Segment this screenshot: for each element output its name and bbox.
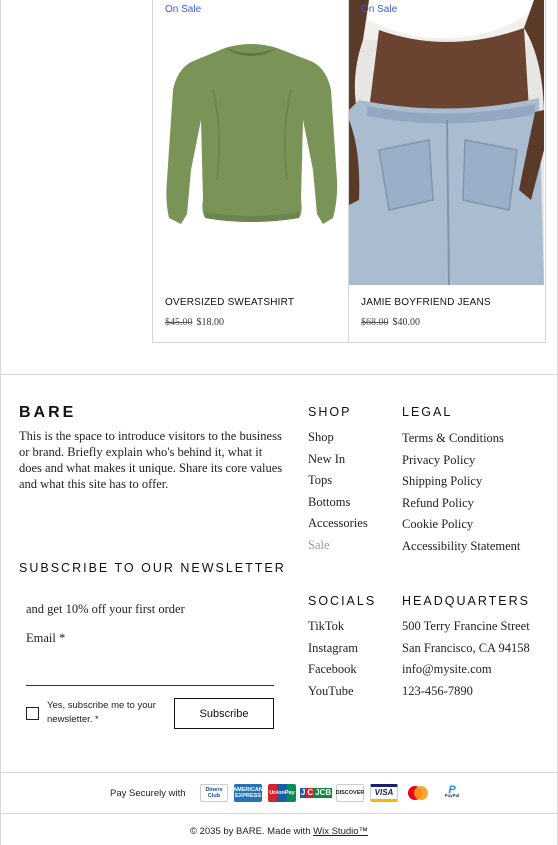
newsletter-subtitle: and get 10% off your first order — [26, 602, 185, 616]
product-name[interactable]: JAMIE BOYFRIEND JEANS — [361, 297, 491, 308]
product-card[interactable] — [349, 0, 546, 343]
footer-link-shop[interactable]: Shop — [308, 430, 334, 444]
sale-price: $40.00 — [392, 317, 420, 328]
subscribe-checkbox[interactable] — [26, 707, 39, 720]
sale-price: $18.00 — [196, 317, 224, 328]
hq-address-street: 500 Terry Francine Street — [402, 619, 530, 633]
product-price — [361, 317, 420, 328]
product-price — [165, 317, 224, 328]
unionpay-icon: UnionPay — [268, 784, 296, 802]
socials-heading: SOCIALS — [308, 594, 377, 608]
shop-links — [308, 427, 368, 556]
footer-brand-logo[interactable]: BARE — [19, 404, 77, 421]
diners-club-icon: Diners Club — [200, 784, 228, 802]
original-price: $45.00 — [165, 317, 193, 328]
original-price: $68.00 — [361, 317, 389, 328]
footer-link-cookie[interactable]: Cookie Policy — [402, 517, 474, 531]
footer-link-accessories[interactable]: Accessories — [308, 516, 368, 530]
footer-link-instagram[interactable]: Instagram — [308, 640, 358, 655]
email-field[interactable] — [26, 652, 274, 686]
payment-icons — [200, 784, 466, 802]
on-sale-badge: On Sale — [165, 4, 202, 15]
amex-icon: AMERICAN EXPRESS — [234, 784, 262, 802]
copyright-label: © 2035 by BARE. Made with — [189, 826, 314, 837]
visa-icon: VISA — [370, 784, 398, 802]
footer-link-tops[interactable]: Tops — [308, 473, 333, 487]
on-sale-badge: On Sale — [361, 4, 398, 15]
legal-heading: LEGAL — [402, 405, 453, 419]
footer-link-tiktok[interactable]: TikTok — [308, 619, 345, 633]
product-grid — [152, 0, 546, 343]
footer-link-privacy[interactable]: Privacy Policy — [402, 452, 476, 467]
headquarters-heading: HEADQUARTERS — [402, 594, 530, 608]
wix-studio-link[interactable]: Wix Studio™ — [313, 826, 369, 837]
email-label: Email * — [26, 631, 66, 645]
paypal-icon: P PayPal — [438, 784, 466, 802]
payment-divider-bottom — [0, 813, 558, 814]
brand-description: This is the space to introduce visitors to the business or brand. Briefly explain who's behind it, what it does and what makes it unique. Share its core values and what this site has to offer. — [19, 429, 283, 491]
subscribe-checkbox-label: Yes, subscribe me to your newsletter. * — [47, 700, 156, 725]
legal-links — [402, 428, 520, 557]
footer-divider — [0, 374, 558, 375]
jcb-icon: J C JCB — [302, 784, 330, 802]
footer-link-youtube[interactable]: YouTube — [308, 683, 354, 698]
hq-phone: 123-456-7890 — [402, 683, 473, 698]
footer-link-sale[interactable]: Sale — [308, 537, 330, 552]
shop-heading: SHOP — [308, 405, 352, 419]
social-links — [308, 616, 358, 702]
mastercard-icon — [404, 784, 432, 802]
headquarters-info — [402, 616, 530, 702]
product-image-jeans[interactable] — [349, 0, 544, 285]
product-name[interactable]: OVERSIZED SWEATSHIRT — [165, 297, 295, 308]
footer-link-refund[interactable]: Refund Policy — [402, 495, 474, 510]
copyright-text — [0, 826, 558, 837]
footer-link-accessibility[interactable]: Accessibility Statement — [402, 538, 521, 553]
footer-link-bottoms[interactable]: Bottoms — [308, 494, 351, 509]
discover-icon: DISCOVER — [336, 784, 364, 802]
footer-link-facebook[interactable]: Facebook — [308, 662, 357, 676]
hq-email-link[interactable]: info@mysite.com — [402, 662, 492, 676]
subscribe-button[interactable]: Subscribe — [174, 698, 274, 729]
product-image-sweatshirt[interactable] — [153, 0, 348, 285]
pay-securely-label: Pay Securely with — [110, 788, 186, 799]
product-card[interactable] — [152, 0, 349, 343]
footer-link-terms[interactable]: Terms & Conditions — [402, 431, 504, 445]
hq-address-city: San Francisco, CA 94158 — [402, 640, 530, 655]
footer-link-shipping[interactable]: Shipping Policy — [402, 474, 483, 488]
payment-row — [0, 773, 558, 813]
newsletter-heading: SUBSCRIBE TO OUR NEWSLETTER — [19, 561, 286, 575]
footer-link-new-in[interactable]: New In — [308, 451, 346, 466]
